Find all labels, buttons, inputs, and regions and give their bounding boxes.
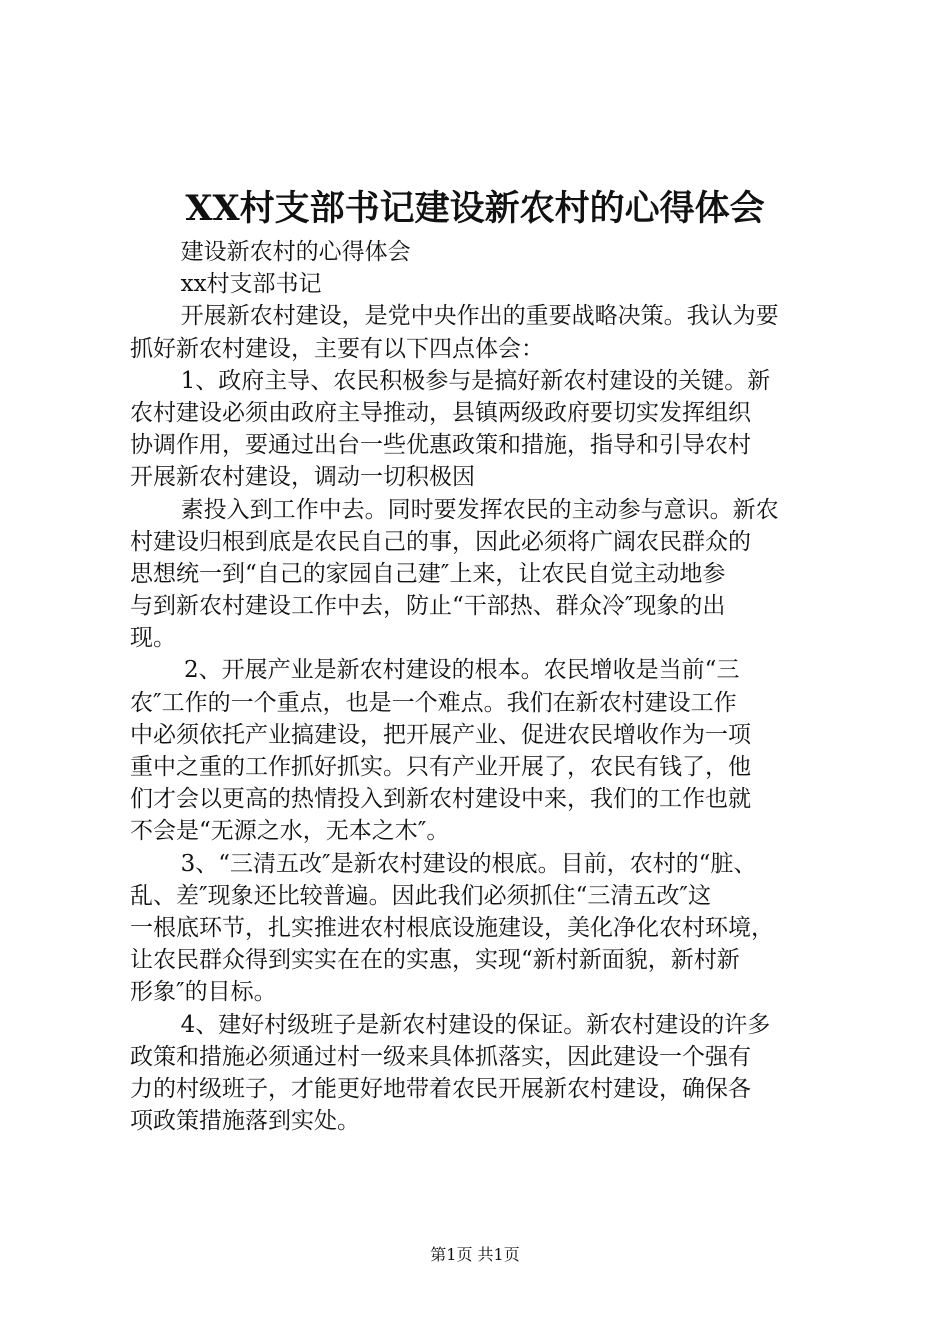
text-line: 3、“三清五改″是新农村建设的根底。目前，农村的“脏、	[180, 850, 757, 877]
text-line: 让农民群众得到实实在在的实惠，实现“新村新面貌，新村新	[130, 947, 740, 974]
text-line: 们才会以更高的热情投入到新农村建设中来，我们的工作也就	[130, 786, 751, 813]
text-line: 素投入到工作中去。同时要发挥农民的主动参与意识。新农	[180, 496, 779, 523]
text-line: 抓好新农村建设，主要有以下四点体会：	[130, 335, 544, 362]
text-line: 开展新农村建设，调动一切积极因	[130, 464, 475, 491]
text-line: 思想统一到“自己的家园自己建″上来，让农民自觉主动地参	[130, 560, 726, 587]
text-line: 村建设归根到底是农民自己的事，因此必须将广阔农民群众的	[130, 528, 751, 555]
text-line: 不会是“无源之水，无本之木″。	[130, 818, 450, 845]
text-line: xx村支部书记	[180, 271, 322, 298]
text-line: 一根底环节，扎实推进农村根底设施建设，美化净化农村环境，	[130, 914, 774, 941]
text-line: 1、政府主导、农民积极参与是搞好新农村建设的关键。新	[180, 367, 771, 394]
text-line: 与到新农村建设工作中去，防止“干部热、群众冷″现象的出	[130, 593, 726, 620]
text-line: 政策和措施必须通过村一级来具体抓落实，因此建设一个强有	[130, 1043, 751, 1070]
text-line: 农″工作的一个重点，也是一个难点。我们在新农村建设工作	[130, 689, 737, 716]
text-line: 中必须依托产业搞建设，把开展产业、促进农民增收作为一项	[130, 721, 751, 748]
text-line: 开展新农村建设，是党中央作出的重要战略决策。我认为要	[180, 303, 779, 330]
text-line: 建设新农村的心得体会	[180, 239, 411, 265]
text-line: 形象″的目标。	[130, 979, 277, 1006]
text-line: 现。	[130, 625, 176, 652]
text-line: 农村建设必须由政府主导推动，县镇两级政府要切实发挥组织	[130, 399, 751, 426]
text-line: 协调作用，要通过出台一些优惠政策和措施，指导和引导农村	[130, 432, 751, 459]
text-line: 力的村级班子，才能更好地带着农民开展新农村建设，确保各	[130, 1075, 751, 1102]
text-line: 2、开展产业是新农村建设的根本。农民增收是当前“三	[184, 657, 740, 684]
text-line: 4、建好村级班子是新农村建设的保证。新农村建设的许多	[180, 1011, 771, 1038]
document-title: XX村支部书记建设新农村的心得体会	[185, 188, 765, 229]
text-line: 重中之重的工作抓好抓实。只有产业开展了，农民有钱了，他	[130, 754, 751, 780]
document-body	[130, 236, 830, 1137]
page-footer: 第1页 共1页	[430, 1245, 520, 1264]
text-line: 乱、差″现象还比较普遍。因此我们必须抓住“三清五改″这	[130, 882, 711, 909]
text-line: 项政策措施落到实处。	[130, 1108, 360, 1135]
